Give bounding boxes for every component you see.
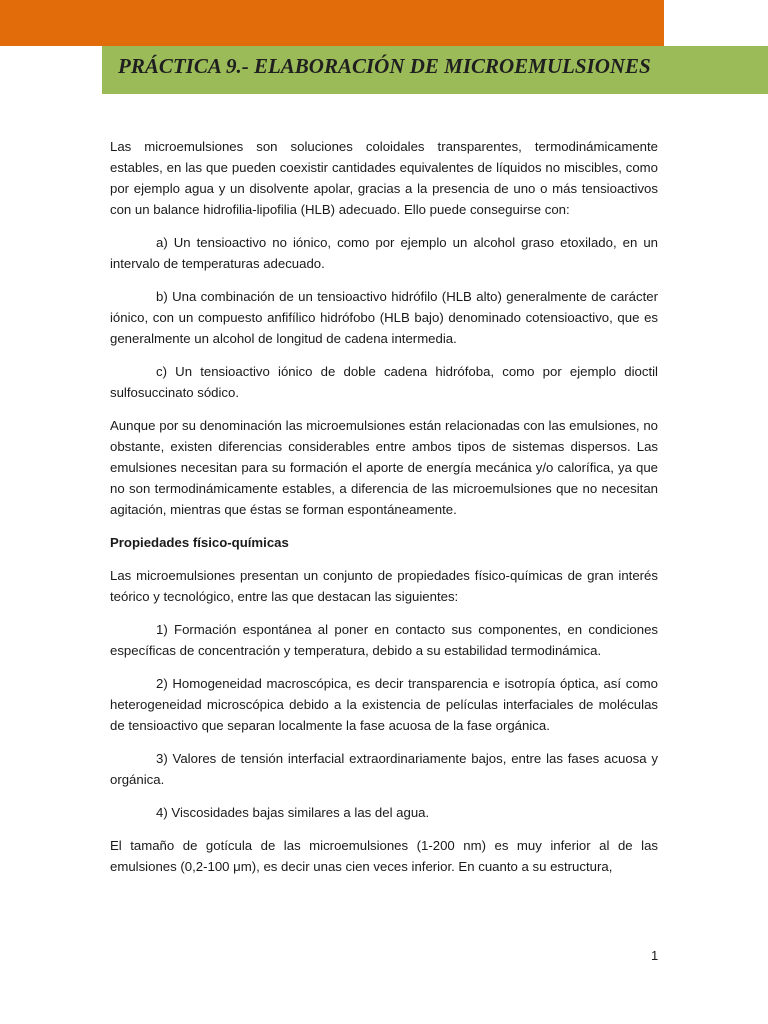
option-a-paragraph: a) Un tensioactivo no iónico, como por ejemplo un alcohol graso etoxilado, en un intervalo de temperaturas adecuado. <box>110 235 658 271</box>
property-item: 4) Viscosidades bajas similares a las del agua. <box>156 805 430 820</box>
property-item: 3) Valores de tensión interfacial extraordinariamente bajos, entre las fases acuosa y orgánica. <box>110 751 658 787</box>
document-body <box>110 136 658 889</box>
property-item: 1) Formación espontánea al poner en contacto sus componentes, en condiciones específicas de concentración y temperatura, debido a su estabilidad termodinámica. <box>110 622 658 658</box>
option-c-paragraph: c) Un tensioactivo iónico de doble cadena hidrófoba, como por ejemplo dioctil sulfosuccinato sódico. <box>110 364 658 400</box>
section-heading: Propiedades físico-químicas <box>110 535 289 550</box>
option-b-paragraph: b) Una combinación de un tensioactivo hidrófilo (HLB alto) generalmente de carácter iónico, con un compuesto anfifílico hidrófobo (HLB bajo) denominado cotensioactivo, que es generalmente un alcohol de longitud de cadena intermedia. <box>110 289 658 346</box>
intro-paragraph: Las microemulsiones son soluciones coloidales transparentes, termodinámicamente estables, en las que pueden coexistir cantidades equivalentes de líquidos no miscibles, como por ejemplo agua y un disolvente apolar, gracias a la presencia de uno o más tensioactivos con un balance hidrofilia-lipofilia (HLB) adecuado. Ello puede conseguirse con: <box>110 139 658 217</box>
page-title: PRÁCTICA 9.- ELABORACIÓN DE MICROEMULSIONES <box>118 54 651 78</box>
header-orange-band <box>0 0 664 46</box>
closing-paragraph: El tamaño de gotícula de las microemulsiones (1-200 nm) es muy inferior al de las emulsiones (0,2-100 μm), es decir unas cien veces inferior. En cuanto a su estructura, <box>110 838 658 874</box>
section-intro-paragraph: Las microemulsiones presentan un conjunto de propiedades físico-químicas de gran interés teórico y tecnológico, entre las que destacan las siguientes: <box>110 568 658 604</box>
page-number: 1 <box>651 948 659 963</box>
comparison-paragraph: Aunque por su denominación las microemulsiones están relacionadas con las emulsiones, no obstante, existen diferencias considerables entre ambos tipos de sistemas dispersos. Las emulsiones necesitan para su formación el aporte de energía mecánica y/o calorífica, ya que no son termodinámicamente estables, a diferencia de las microemulsiones que no necesitan agitación, mientras que éstas se forman espontáneamente. <box>110 418 658 517</box>
property-item: 2) Homogeneidad macroscópica, es decir transparencia e isotropía óptica, así como heterogeneidad microscópica debido a la existencia de películas interfaciales de moléculas de tensioactivo que separan localmente la fase acuosa de la fase orgánica. <box>110 676 658 733</box>
